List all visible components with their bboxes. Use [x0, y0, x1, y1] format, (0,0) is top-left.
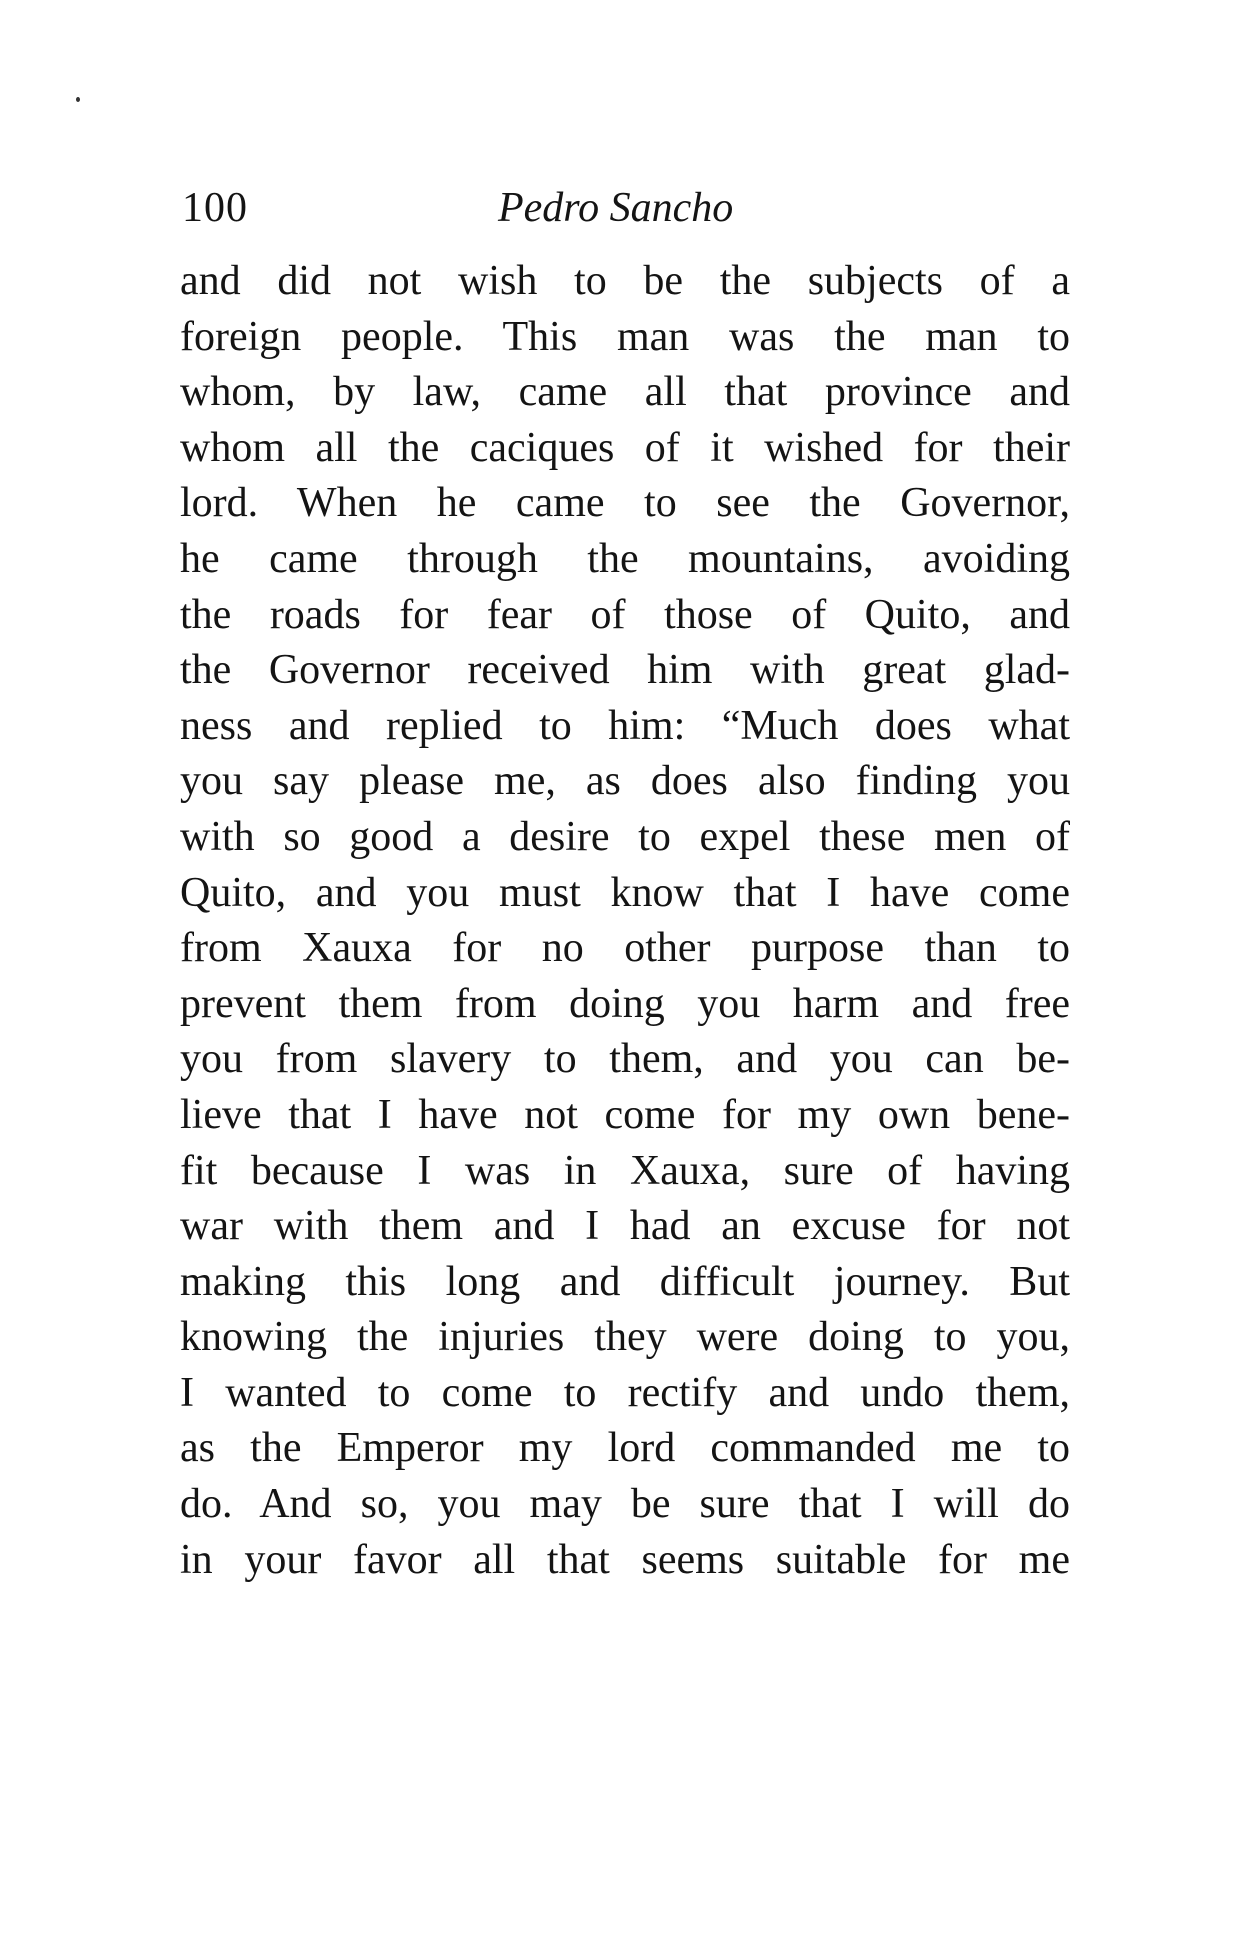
text-line: as the Emperor my lord commanded me to — [180, 1425, 1070, 1472]
text-line: foreign people. This man was the man to — [180, 313, 1070, 360]
text-line: do. And so, you may be sure that I will do — [180, 1481, 1070, 1528]
running-title: Pedro Sancho — [498, 185, 734, 231]
text-line: fit because I was in Xauxa, sure of having — [180, 1147, 1070, 1194]
print-speck — [76, 97, 80, 102]
text-line: you from slavery to them, and you can be- — [180, 1036, 1070, 1083]
text-line: whom all the caciques of it wished for their — [180, 424, 1070, 471]
text-line: in your favor all that seems suitable for me — [180, 1536, 1070, 1583]
text-line: prevent them from doing you harm and free — [180, 980, 1070, 1027]
text-line: ness and replied to him: “Much does what — [180, 702, 1070, 749]
text-line: knowing the injuries they were doing to you, — [180, 1314, 1070, 1361]
text-line: lieve that I have not come for my own bene- — [180, 1091, 1070, 1138]
text-line: making this long and difficult journey. But — [180, 1258, 1070, 1305]
text-line: the Governor received him with great glad- — [180, 647, 1070, 694]
text-line: from Xauxa for no other purpose than to — [180, 925, 1070, 972]
running-head — [182, 178, 1082, 238]
text-line: whom, by law, came all that province and — [180, 369, 1070, 416]
text-line: lord. When he came to see the Governor, — [180, 480, 1070, 527]
body-text — [180, 254, 1070, 1588]
text-line: with so good a desire to expel these men of — [180, 813, 1070, 860]
text-line: Quito, and you must know that I have come — [180, 869, 1070, 916]
text-line: and did not wish to be the subjects of a — [180, 258, 1070, 304]
text-line: war with them and I had an excuse for not — [180, 1203, 1070, 1250]
text-line: you say please me, as does also finding you — [180, 758, 1070, 805]
text-line: I wanted to come to rectify and undo them, — [180, 1369, 1070, 1416]
text-line: the roads for fear of those of Quito, and — [180, 591, 1070, 638]
page-number: 100 — [182, 185, 248, 231]
text-line: he came through the mountains, avoiding — [180, 535, 1070, 582]
